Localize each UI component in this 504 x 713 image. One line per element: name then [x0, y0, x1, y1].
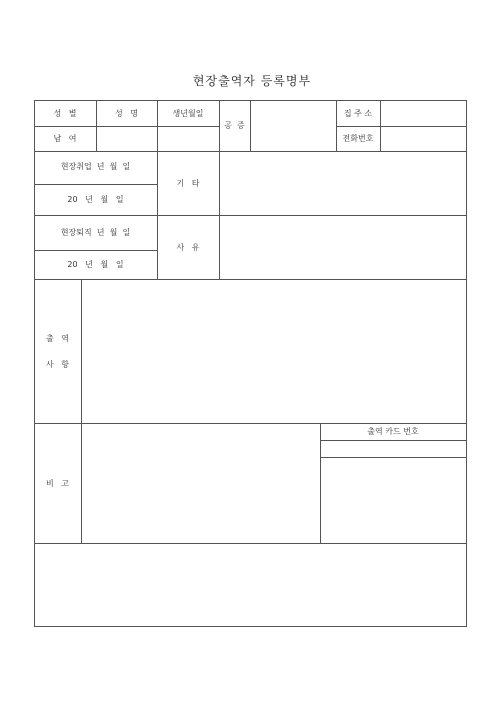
leave-date-divider — [34, 250, 157, 251]
leave-section-divider — [34, 279, 467, 280]
employment-start-divider — [34, 184, 157, 185]
employment-col-1 — [157, 151, 158, 279]
header-bottom-divider — [34, 151, 467, 152]
other-label: 기 타 — [176, 179, 200, 188]
table-border-bottom — [34, 626, 467, 627]
gender-label: 성 별 — [53, 109, 77, 118]
gongjeung-label: 공 증 — [224, 121, 245, 130]
header-col-4 — [250, 100, 251, 151]
header-col-2 — [157, 100, 158, 151]
card-number-label: 출역 카드 번호 — [367, 427, 419, 436]
attendance-label-1: 출 역 — [45, 334, 70, 343]
card-number-divider-1 — [320, 440, 466, 441]
attendance-col — [81, 279, 82, 543]
remarks-card-col — [320, 423, 321, 543]
attendance-label-2: 사 항 — [45, 360, 70, 369]
remarks-label: 비 고 — [45, 479, 70, 488]
employment-col-2 — [219, 151, 220, 279]
employment-start-date: 20 년 월 일 — [67, 195, 124, 204]
form-title: 현장출역자 등록명부 — [192, 74, 312, 88]
sex-values: 남 여 — [53, 134, 77, 143]
employment-leave-label: 현장퇴직 년 월 일 — [60, 228, 131, 237]
phone-label: 전화번호 — [342, 134, 374, 143]
header-mid-divider-right — [336, 126, 466, 127]
header-mid-divider — [34, 126, 219, 127]
remarks-bottom-divider — [34, 543, 467, 544]
reason-label: 사 유 — [176, 243, 200, 252]
name-label: 성 명 — [114, 109, 139, 118]
employment-section-divider — [34, 215, 467, 216]
attendance-bottom-divider — [34, 423, 467, 424]
table-border-right — [466, 100, 467, 627]
address-label: 집 주 소 — [343, 109, 373, 118]
header-col-6 — [380, 100, 381, 151]
employment-start-label: 현장취업 년 월 일 — [60, 162, 131, 171]
card-number-divider-2 — [320, 457, 466, 458]
header-col-1 — [96, 100, 97, 151]
employment-leave-date: 20 년 월 일 — [67, 260, 124, 269]
birth-date-label: 생년월일 — [172, 109, 204, 118]
